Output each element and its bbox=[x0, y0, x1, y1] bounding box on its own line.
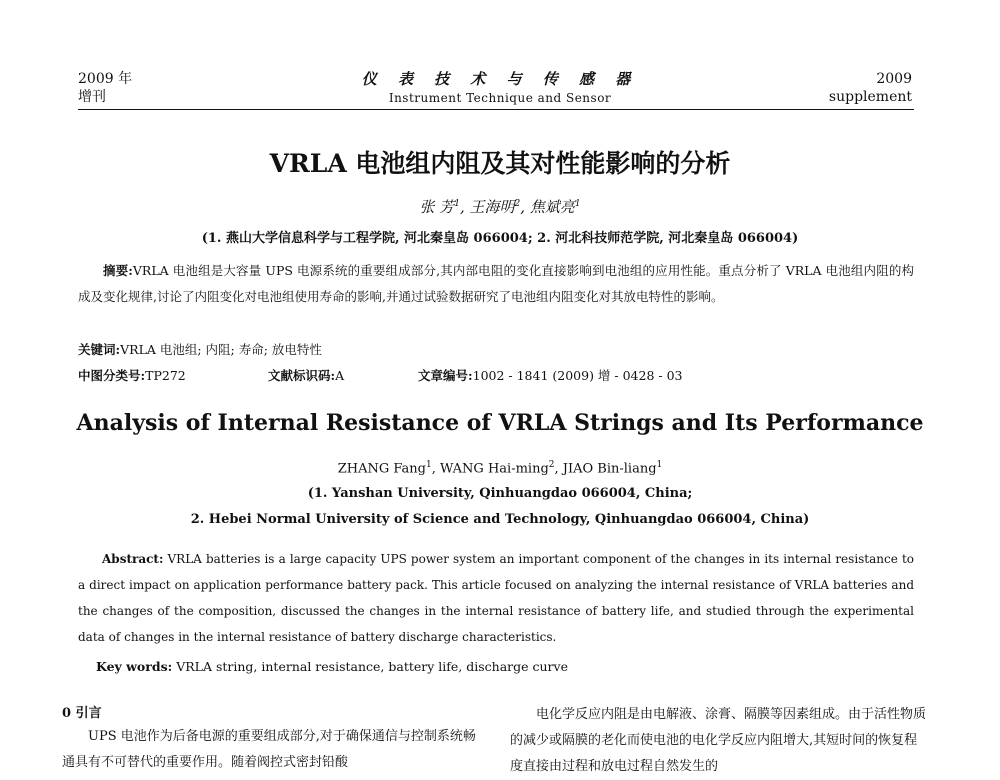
keywords-cn-label: 关键词: bbox=[78, 342, 121, 357]
author-en: ZHANG Fang bbox=[337, 461, 426, 477]
author-sup: 1 bbox=[454, 199, 460, 209]
header-year-right: 2009 bbox=[876, 71, 912, 87]
keywords-en bbox=[96, 659, 568, 674]
abstract-en-text: VRLA batteries is a large capacity UPS power system an important component of the changes in its internal resistance to a direct impact on application performance battery pack. This article focused on analyzing the internal resistance of VRLA batteries and the changes of the composition, discussed the changes in the internal resistance of battery life, and studied through the experimental data of changes in the internal resistance of battery discharge characteristics. bbox=[78, 552, 914, 644]
affiliation-en-1: (1. Yanshan University, Qinhuangdao 066004, China; bbox=[307, 486, 693, 501]
abstract-cn bbox=[78, 258, 914, 310]
affiliation-cn: (1. 燕山大学信息科学与工程学院, 河北秦皇岛 066004; 2. 河北科技师范学院, 河北秦皇岛 066004) bbox=[201, 231, 799, 246]
article-no-value: 1002 - 1841 (2009) 增 - 0428 - 03 bbox=[472, 368, 683, 383]
header-rule bbox=[78, 109, 914, 110]
keywords-en-label: Key words: bbox=[96, 659, 173, 674]
author-en: JIAO Bin-liang bbox=[562, 461, 657, 477]
abstract-en-label: Abstract: bbox=[102, 552, 164, 566]
author-cn: 张 芳 bbox=[419, 198, 455, 216]
abstract-en bbox=[78, 546, 914, 650]
author-sup: 2 bbox=[548, 460, 555, 470]
author-en: WANG Hai-ming bbox=[439, 461, 549, 477]
header-year-left: 2009 年 bbox=[78, 71, 133, 87]
author-cn: 焦斌亮 bbox=[529, 198, 575, 216]
doc-code-label: 文献标识码: bbox=[268, 368, 336, 383]
affiliation-en-2: 2. Hebei Normal University of Science and Technology, Qinhuangdao 066004, China) bbox=[190, 512, 810, 527]
author-sup: 2 bbox=[514, 199, 521, 209]
paper-title-cn: VRLA 电池组内阻及其对性能影响的分析 bbox=[269, 149, 731, 178]
paper-title-en: Analysis of Internal Resistance of VRLA Strings and Its Performance bbox=[76, 410, 924, 436]
body-column-right: 电化学反应内阻是由电解液、涂膏、隔膜等因素组成。由于活性物质的减少或隔膜的老化而使电池的电化学反应内阻增大,其短时间的恢复程度直接由过程和放电过程自然发生的 bbox=[510, 707, 927, 774]
journal-title-cn: 仪 表 技 术 与 传 感 器 bbox=[361, 70, 639, 88]
abstract-cn-text: VRLA 电池组是大容量 UPS 电源系统的重要组成部分,其内部电阻的变化直接影响到电池组的应用性能。重点分析了 VRLA 电池组内阻的构成及变化规律,讨论了内阻变化对电池组使用寿命的影响,并通过试验数据研究了电池组内阻变化对其放电特性的影响。 bbox=[78, 263, 914, 304]
authors-en: ZHANG Fang$^1$, WANG Hai-ming$^2$, JIAO Bin-liang$^1$ bbox=[337, 460, 663, 477]
authors-cn: 张 芳$^1$, 王海明$^2$, 焦斌亮$^1$ bbox=[419, 198, 581, 216]
journal-title-en: Instrument Technique and Sensor bbox=[388, 91, 612, 105]
classification-line bbox=[78, 366, 683, 384]
header-right bbox=[829, 70, 912, 106]
author-cn: 王海明 bbox=[469, 198, 515, 216]
section-heading-intro: 0 引言 bbox=[62, 706, 102, 721]
header-issue-left: 增刊 bbox=[78, 89, 106, 105]
article-no-label: 文章编号: bbox=[418, 368, 473, 383]
author-sup: 1 bbox=[656, 460, 663, 470]
keywords-cn bbox=[78, 340, 322, 358]
clc-value: TP272 bbox=[145, 368, 186, 383]
abstract-cn-label: 摘要: bbox=[103, 263, 133, 278]
doc-code-value: A bbox=[335, 368, 345, 383]
header-issue-right: supplement bbox=[828, 89, 912, 105]
body-column-left: UPS 电池作为后备电源的重要组成部分,对于确保通信与控制系统畅通具有不可替代的重要作用。随着阀控式密封铅酸 bbox=[62, 729, 476, 770]
clc-label: 中图分类号: bbox=[78, 368, 146, 383]
author-sup: 1 bbox=[574, 199, 581, 209]
keywords-cn-text: VRLA 电池组; 内阻; 寿命; 放电特性 bbox=[120, 342, 322, 357]
author-sup: 1 bbox=[425, 460, 432, 470]
keywords-en-text: VRLA string, internal resistance, battery life, discharge curve bbox=[176, 659, 568, 674]
